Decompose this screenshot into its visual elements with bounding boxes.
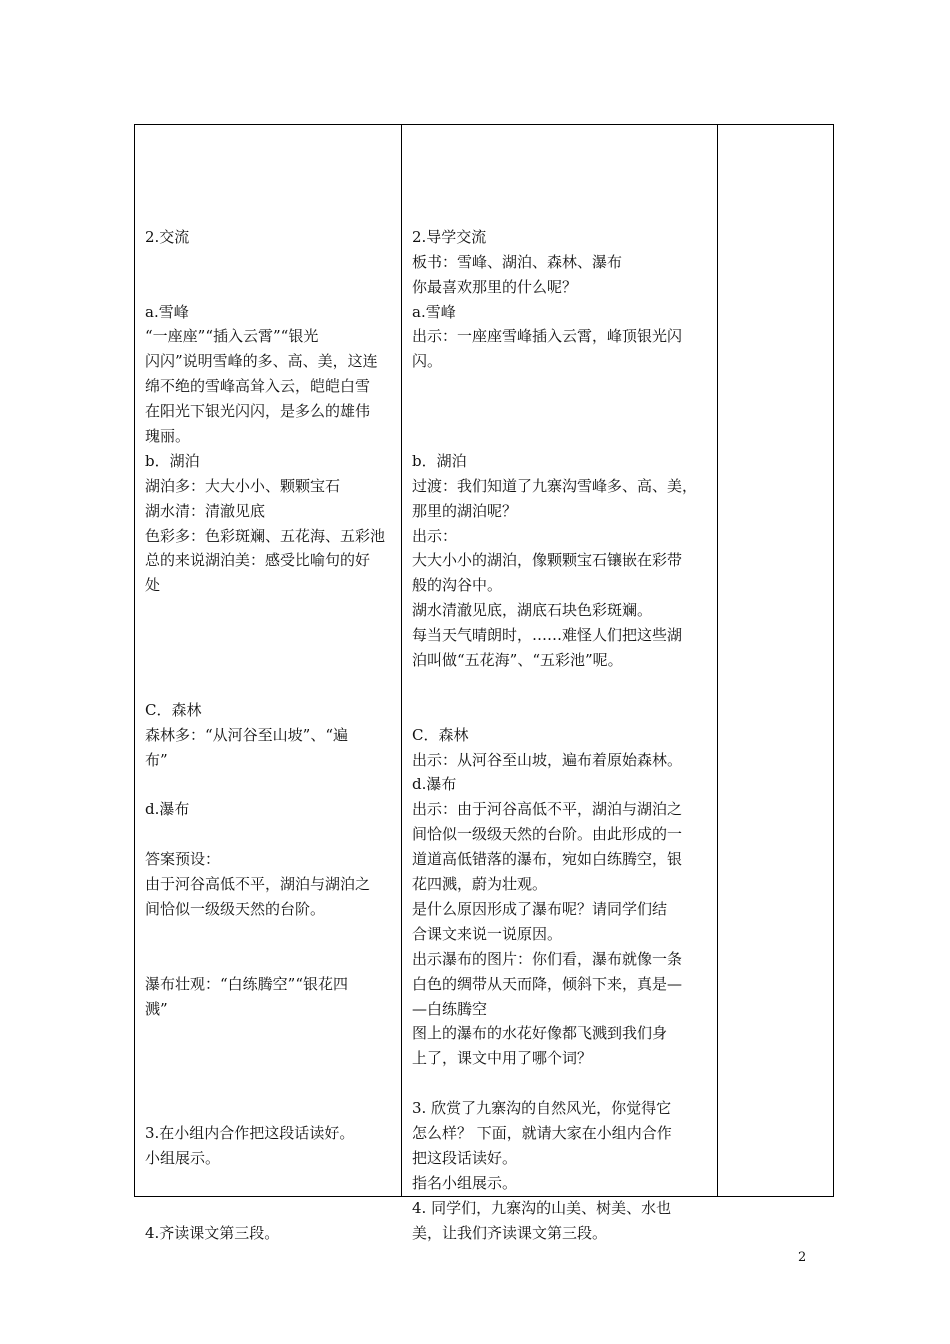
- text-line: 板书：雪峰、湖泊、森林、瀑布: [412, 252, 623, 271]
- text-line: 图上的瀑布的水花好像都飞溅到我们身: [412, 1024, 668, 1043]
- text-line: [145, 673, 395, 698]
- text-line: 在阳光下银光闪闪，是多么的雄伟: [145, 402, 371, 421]
- text-line: 3. 欣赏了九寨沟的自然风光，你觉得它: [412, 1099, 672, 1118]
- text-line: [145, 1046, 395, 1071]
- text-line: [145, 250, 395, 275]
- text-line: [145, 1021, 395, 1046]
- text-line: [145, 772, 395, 797]
- text-line: 出示：一座座雪峰插入云霄，峰顶银光闪: [412, 327, 683, 346]
- text-line: d.瀑布: [145, 800, 190, 819]
- text-line: [145, 275, 395, 300]
- text-line: 把这段话读好。: [412, 1148, 518, 1167]
- text-line: [412, 374, 712, 399]
- text-line: 总的来说湖泊美：感受比喻句的好: [145, 551, 371, 570]
- text-line: 出示：由于河谷高低不平，湖泊与湖泊之: [412, 800, 683, 819]
- text-line: 般的沟谷中。: [412, 576, 503, 595]
- text-line: d.瀑布: [412, 775, 457, 794]
- text-line: “一座座”“插入云霄”“银光: [145, 327, 319, 346]
- text-line: 美，让我们齐读课文第三段。: [412, 1223, 608, 1242]
- text-line: a.雪峰: [145, 302, 189, 321]
- text-line: 闪闪”说明雪峰的多、高、美，这连: [145, 352, 378, 371]
- text-line: [145, 947, 395, 972]
- text-line: 由于河谷高低不平，湖泊与湖泊之: [145, 875, 371, 894]
- text-line: 小组展示。: [145, 1148, 221, 1167]
- text-line: [412, 1071, 712, 1096]
- text-line: 瑰丽。: [145, 427, 191, 446]
- text-line: 溅”: [145, 999, 168, 1018]
- table-right-border: [833, 124, 834, 1197]
- text-line: [145, 1196, 395, 1221]
- text-line: 绵不绝的雪峰高耸入云，皑皑白雪: [145, 377, 371, 396]
- column-divider-1: [401, 124, 402, 1197]
- text-line: [412, 698, 712, 723]
- text-line: 2.导学交流: [412, 227, 487, 246]
- text-line: [412, 673, 712, 698]
- text-line: 布”: [145, 750, 168, 769]
- text-line: 瀑布壮观：“白练腾空”“银花四: [145, 974, 349, 993]
- text-line: 每当天气晴朗时，……难怪人们把这些湖: [412, 626, 683, 645]
- text-line: [145, 598, 395, 623]
- table-left-border: [134, 124, 135, 1197]
- text-line: 湖水清：清澈见底: [145, 501, 266, 520]
- text-line: b．湖泊: [412, 451, 467, 470]
- text-line: 湖水清澈见底，湖底石块色彩斑斓。: [412, 601, 653, 620]
- text-line: [145, 623, 395, 648]
- text-line: [412, 200, 712, 225]
- text-line: 合课文来说一说原因。: [412, 924, 563, 943]
- page-number: 2: [798, 1250, 807, 1265]
- text-line: 森林多：“从河谷至山坡”、“遍: [145, 725, 349, 744]
- teacher-guidance-column: [412, 200, 712, 1245]
- text-line: 道道高低错落的瀑布，宛如白练腾空，银: [412, 850, 683, 869]
- text-line: [412, 399, 712, 424]
- column-divider-2: [717, 124, 718, 1197]
- text-line: 4.齐读课文第三段。: [145, 1223, 280, 1242]
- text-line: C．森林: [412, 725, 469, 744]
- text-line: [145, 648, 395, 673]
- text-line: [145, 922, 395, 947]
- text-line: 处: [145, 576, 161, 595]
- text-line: 你最喜欢那里的什么呢？: [412, 277, 578, 296]
- text-line: [145, 1171, 395, 1196]
- text-line: 是什么原因形成了瀑布呢？请同学们结: [412, 899, 668, 918]
- text-line: 3.在小组内合作把这段话读好。: [145, 1123, 355, 1142]
- text-line: 湖泊多：大大小小、颗颗宝石: [145, 476, 341, 495]
- text-line: 出示：从河谷至山坡，遍布着原始森林。: [412, 750, 683, 769]
- text-line: [145, 200, 395, 225]
- text-line: [145, 1071, 395, 1096]
- text-line: 泊叫做“五花海”、“五彩池”呢。: [412, 651, 623, 670]
- text-line: 大大小小的湖泊，像颗颗宝石镶嵌在彩带: [412, 551, 683, 570]
- text-line: 答案预设：: [145, 850, 221, 869]
- text-line: [145, 1096, 395, 1121]
- text-line: [412, 424, 712, 449]
- text-line: 花四溅，蔚为壮观。: [412, 875, 548, 894]
- text-line: C．森林: [145, 700, 202, 719]
- text-line: 出示：: [412, 526, 458, 545]
- text-line: 那里的湖泊呢？: [412, 501, 518, 520]
- student-activity-column: [145, 200, 395, 1245]
- text-line: 色彩多：色彩斑斓、五花海、五彩池: [145, 526, 386, 545]
- text-line: 怎么样？ 下面，就请大家在小组内合作: [412, 1123, 672, 1142]
- text-line: 间恰似一级级天然的台阶。: [145, 899, 326, 918]
- text-line: 指名小组展示。: [412, 1173, 518, 1192]
- text-line: b．湖泊: [145, 451, 200, 470]
- text-line: 4. 同学们，九寨沟的山美、树美、水也: [412, 1198, 672, 1217]
- text-line: 间恰似一级级天然的台阶。由此形成的一: [412, 825, 683, 844]
- text-line: 过渡：我们知道了九寨沟雪峰多、高、美，: [412, 476, 698, 495]
- table-top-border: [134, 124, 834, 125]
- text-line: 2.交流: [145, 227, 190, 246]
- text-line: 出示瀑布的图片：你们看，瀑布就像一条: [412, 949, 683, 968]
- text-line: 上了，课文中用了哪个词？: [412, 1049, 593, 1068]
- text-line: 白色的绸带从天而降，倾斜下来，真是—: [412, 974, 683, 993]
- text-line: 闪。: [412, 352, 443, 371]
- text-line: —白练腾空: [412, 999, 488, 1018]
- text-line: a.雪峰: [412, 302, 456, 321]
- text-line: [145, 822, 395, 847]
